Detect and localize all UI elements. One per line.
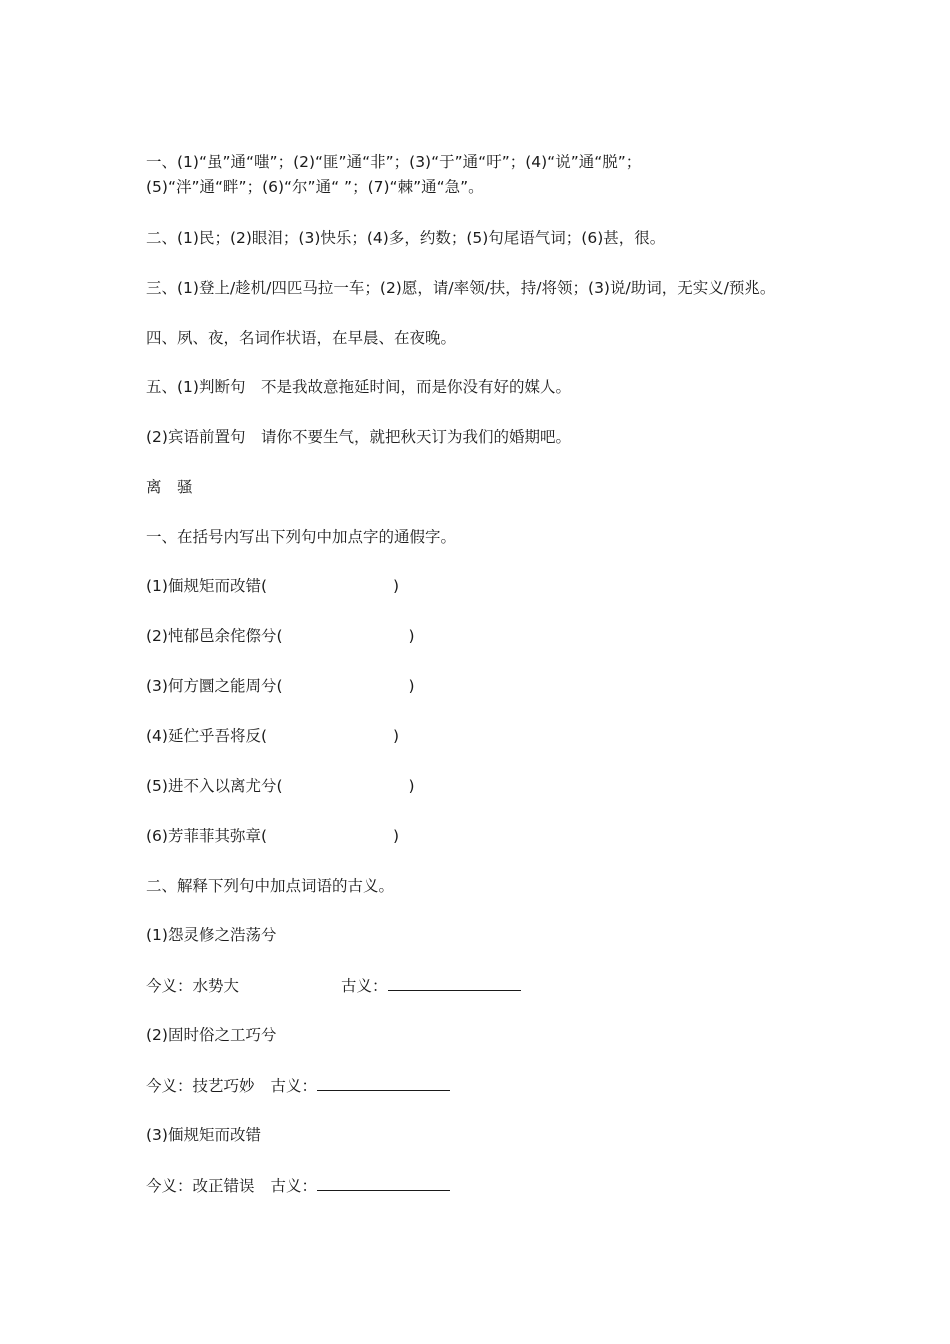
modern-meaning: 今义：技艺巧妙	[146, 1077, 255, 1095]
close-paren: )	[408, 677, 415, 695]
answer-3: 三、(1)登上/趁机/四匹马拉一车；(2)愿，请/率领/扶，持/将领；(3)说/助词，无实义/预兆。	[146, 279, 776, 297]
question-1-item	[146, 676, 415, 696]
close-paren: )	[408, 627, 415, 645]
question-2-meaning-row	[146, 1175, 450, 1196]
section-title: 离 骚	[146, 478, 193, 496]
question-2-sentence: (2)固时俗之工巧兮	[146, 1026, 277, 1044]
question-2-sentence: (1)怨灵修之浩荡兮	[146, 926, 277, 944]
item-text: (1)偭规矩而改错(	[146, 577, 268, 595]
question-2-meaning-row	[146, 975, 521, 996]
close-paren: )	[393, 827, 400, 845]
ancient-meaning-blank[interactable]	[317, 1075, 450, 1091]
answer-1-line-2: (5)“泮”通“畔”；(6)“尔”通“ ”；(7)“棘”通“急”。	[146, 178, 484, 196]
item-text: (4)延伫乎吾将反(	[146, 727, 268, 745]
question-2-meaning-row	[146, 1075, 450, 1096]
item-text: (2)忳郁邑余侘傺兮(	[146, 627, 283, 645]
question-1-item	[146, 626, 415, 646]
item-text: (6)芳菲菲其弥章(	[146, 827, 268, 845]
close-paren: )	[408, 777, 415, 795]
question-1-item	[146, 726, 399, 746]
answer-5-2: (2)宾语前置句 请你不要生气，就把秋天订为我们的婚期吧。	[146, 428, 571, 446]
question-1-item	[146, 776, 415, 796]
question-1-item	[146, 576, 399, 596]
question-1-heading: 一、在括号内写出下列句中加点字的通假字。	[146, 528, 457, 546]
ancient-meaning-label: 古义：	[270, 1077, 318, 1095]
answer-1-line-1: 一、(1)“虽”通“嗤”；(2)“匪”通“非”；(3)“于”通“吁”；(4)“说”通“脱”；	[146, 153, 642, 171]
item-text: (5)进不入以离尤兮(	[146, 777, 283, 795]
question-1-item	[146, 826, 399, 846]
ancient-meaning-label: 古义：	[270, 1177, 318, 1195]
question-2-heading: 二、解释下列句中加点词语的古义。	[146, 877, 395, 895]
close-paren: )	[393, 727, 400, 745]
ancient-meaning-blank[interactable]	[317, 1175, 450, 1191]
ancient-meaning-blank[interactable]	[388, 975, 521, 991]
modern-meaning: 今义：改正错误	[146, 1177, 255, 1195]
item-text: (3)何方圜之能周兮(	[146, 677, 283, 695]
ancient-meaning-label: 古义：	[341, 977, 388, 995]
modern-meaning: 今义：水势大	[146, 977, 240, 995]
answer-5-1: 五、(1)判断句 不是我故意拖延时间，而是你没有好的媒人。	[146, 378, 571, 396]
close-paren: )	[393, 577, 400, 595]
answer-2: 二、(1)民；(2)眼泪；(3)快乐；(4)多，约数；(5)句尾语气词；(6)甚，很。	[146, 229, 666, 247]
answer-4: 四、夙、夜，名词作状语，在早晨、在夜晚。	[146, 329, 457, 347]
question-2-sentence: (3)偭规矩而改错	[146, 1126, 261, 1144]
